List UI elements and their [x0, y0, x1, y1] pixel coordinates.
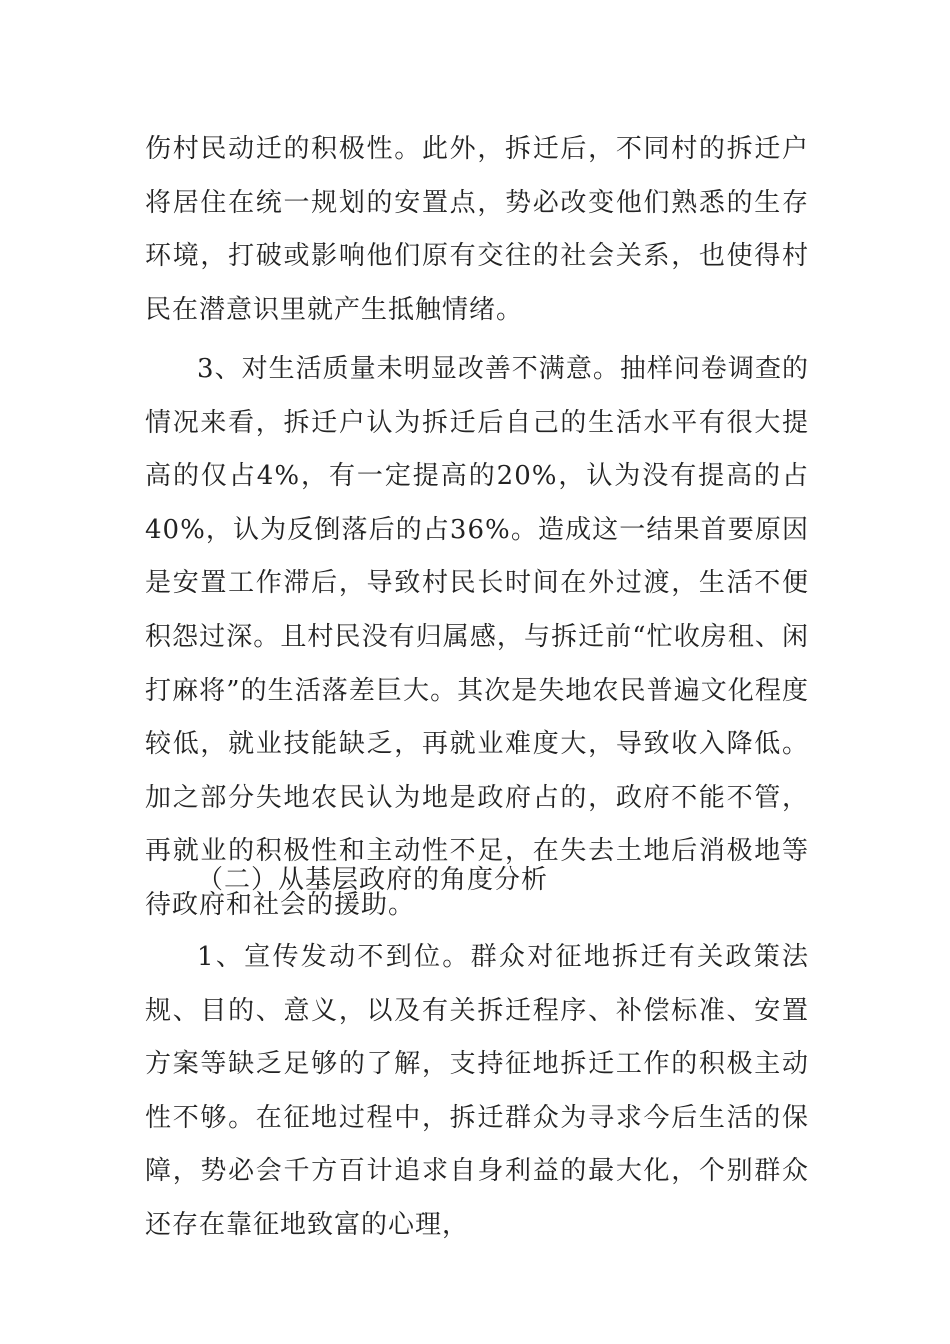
section-heading: （二）从基层政府的角度分析 [197, 865, 549, 895]
paragraph-item-1: 1、宣传发动不到位。群众对征地拆迁有关政策法规、目的、意义，以及有关拆迁程序、补偿标准、安置方案等缺乏足够的了解，支持征地拆迁工作的积极主动性不够。在征地过程中，拆迁群众为寻求今后生活的保障，势必会千方百计追求自身利益的最大化，个别群众还存在靠征地致富的心理， [145, 942, 809, 1240]
paragraph-item-3: 3、对生活质量未明显改善不满意。抽样问卷调查的情况来看，拆迁户认为拆迁后自己的生活水平有很大提高的仅占4%，有一定提高的20%，认为没有提高的占40%，认为反倒落后的占36%。造成这一结果首要原因是安置工作滞后，导致村民长时间在外过渡，生活不便积怨过深。且村民没有归属感，与拆迁前“忙收房租、闲打麻将”的生活落差巨大。其次是失地农民普遍文化程度较低，就业技能缺乏，再就业难度大，导致收入降低。加之部分失地农民认为地是政府占的，政府不能不管，再就业的积极性和主动性不足，在失去土地后消极地等待政府和社会的援助。 [145, 354, 809, 920]
paragraph-continued: 伤村民动迁的积极性。此外，拆迁后，不同村的拆迁户将居住在统一规划的安置点，势必改变他们熟悉的生存环境，打破或影响他们原有交往的社会关系，也使得村民在潜意识里就产生抵触情绪。 [145, 134, 809, 325]
